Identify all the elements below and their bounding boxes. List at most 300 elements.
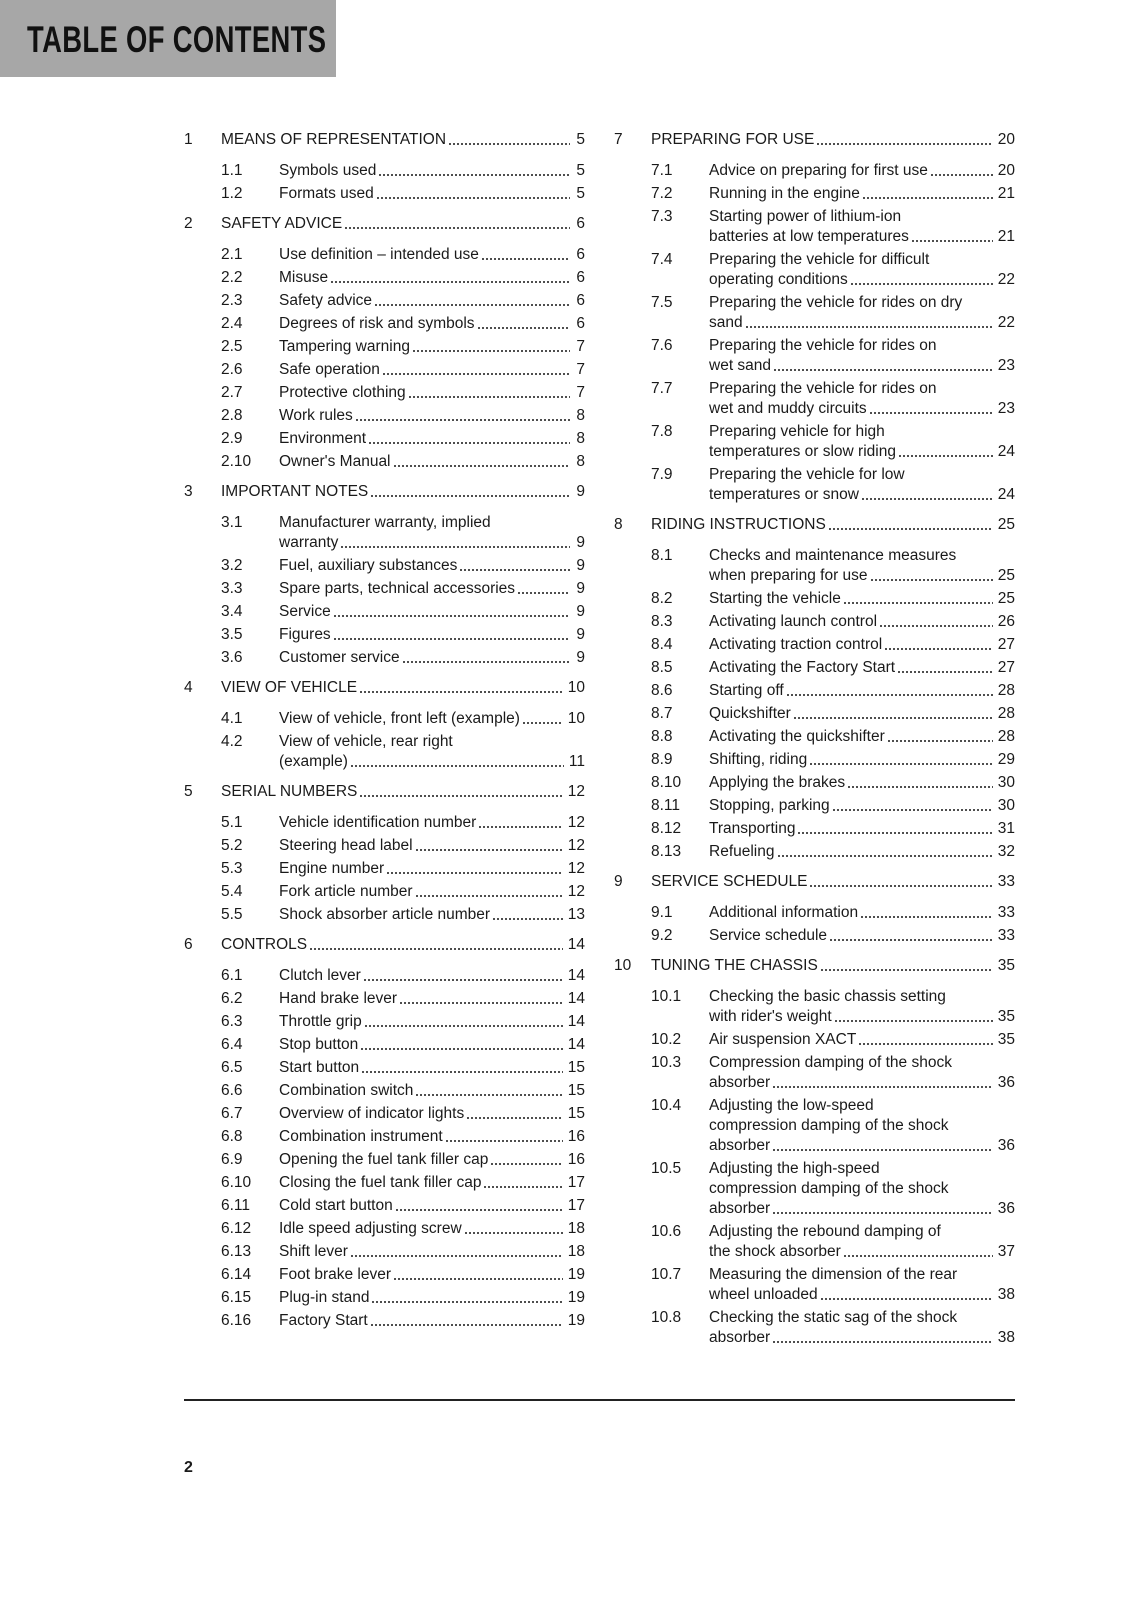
section-number: 8.1 (651, 547, 673, 564)
toc-entry[interactable] (184, 406, 585, 426)
dot-leader (412, 349, 570, 353)
section-number: 8.3 (651, 613, 673, 630)
section-number: 8.6 (651, 682, 673, 699)
entry-last-line (279, 1311, 585, 1331)
entry-last-line (221, 214, 585, 234)
entry-body (279, 579, 585, 599)
entry-title-line: compression damping of the shock (709, 1180, 949, 1197)
entry-title: VIEW OF VEHICLE (221, 679, 358, 696)
page-reference: 9 (576, 649, 585, 666)
entry-body (279, 859, 585, 879)
toc-entry[interactable] (614, 1030, 1015, 1050)
dot-leader (745, 325, 993, 329)
chapter-number: 7 (614, 131, 623, 148)
dot-leader (490, 1162, 562, 1166)
toc-entry[interactable] (184, 989, 585, 1009)
dot-leader (361, 1070, 563, 1074)
toc-entry[interactable] (614, 819, 1015, 839)
page-reference: 5 (576, 185, 585, 202)
page-reference: 26 (997, 613, 1015, 630)
entry-title: SERIAL NUMBERS (221, 783, 358, 800)
toc-entry[interactable] (614, 903, 1015, 923)
section-number: 6.13 (221, 1243, 252, 1260)
dot-leader (847, 785, 993, 789)
toc-entry[interactable] (184, 859, 585, 879)
section-number: 4.2 (221, 733, 243, 750)
page-reference: 14 (567, 990, 585, 1007)
toc-entry[interactable] (184, 1104, 585, 1124)
dot-leader (870, 578, 993, 582)
toc-entry[interactable] (184, 1196, 585, 1216)
toc-entry[interactable] (184, 813, 585, 833)
page-reference: 19 (567, 1289, 585, 1306)
dot-leader (930, 173, 993, 177)
page-reference: 23 (997, 357, 1015, 374)
footer-divider (184, 1399, 1015, 1401)
toc-entry[interactable] (614, 184, 1015, 204)
entry-title-line: Checks and maintenance measures (709, 547, 957, 564)
toc-entry[interactable] (614, 161, 1015, 181)
dot-leader (309, 947, 563, 951)
entry-body (709, 465, 1015, 505)
section-number: 8.5 (651, 659, 673, 676)
toc-chapter[interactable] (184, 935, 585, 955)
page-reference: 12 (567, 860, 585, 877)
toc-chapter[interactable] (614, 130, 1015, 150)
section-number: 3.2 (221, 557, 243, 574)
entry-body (279, 813, 585, 833)
section-number: 7.1 (651, 162, 673, 179)
section-number: 2.9 (221, 430, 243, 447)
chapter-body (651, 956, 1015, 976)
dot-leader (359, 690, 563, 694)
section-number: 10.2 (651, 1031, 682, 1048)
entry-last-line (709, 658, 1015, 678)
page-reference: 7 (576, 384, 585, 401)
entry-title: Activating launch control (709, 613, 878, 630)
entry-last-line (279, 1127, 585, 1147)
toc-entry[interactable] (184, 709, 585, 729)
section-number: 6.9 (221, 1151, 243, 1168)
section-number: 7.9 (651, 466, 673, 483)
page-reference: 15 (567, 1105, 585, 1122)
entry-last-line (709, 1328, 1015, 1348)
section-number: 1.1 (221, 162, 243, 179)
section-number: 6.3 (221, 1013, 243, 1030)
toc-entry[interactable] (614, 612, 1015, 632)
toc-entry[interactable] (184, 184, 585, 204)
section-number: 10.6 (651, 1223, 682, 1240)
page-reference: 36 (997, 1074, 1015, 1091)
entry-last-line (279, 859, 585, 879)
page-reference: 28 (997, 728, 1015, 745)
page-reference: 20 (997, 131, 1015, 148)
page-reference: 14 (567, 1013, 585, 1030)
toc-entry[interactable] (184, 268, 585, 288)
entry-last-line (221, 678, 585, 698)
entry-last-line (279, 1081, 585, 1101)
entry-last-line (279, 533, 585, 553)
toc-entry[interactable] (614, 926, 1015, 946)
entry-title: TUNING THE CHASSIS (651, 957, 818, 974)
entry-title-line: Adjusting the low-speed (709, 1097, 874, 1114)
toc-entry[interactable] (614, 1159, 1015, 1219)
entry-last-line (279, 602, 585, 622)
toc-entry[interactable] (614, 465, 1015, 505)
entry-title: batteries at low temperatures (709, 228, 909, 245)
toc-entry[interactable] (184, 1035, 585, 1055)
entry-title: Use definition – intended use (279, 246, 479, 263)
dot-leader (884, 647, 993, 651)
entry-body (709, 819, 1015, 839)
dot-leader (370, 1323, 563, 1327)
dot-leader (360, 1047, 562, 1051)
entry-title-line: View of vehicle, rear right (279, 733, 453, 750)
toc-entry[interactable] (614, 336, 1015, 376)
entry-body (709, 750, 1015, 770)
section-number: 2.2 (221, 269, 243, 286)
section-number: 8.12 (651, 820, 682, 837)
toc-entry[interactable] (184, 1219, 585, 1239)
toc-entry[interactable] (184, 836, 585, 856)
toc-entry[interactable] (614, 1222, 1015, 1262)
section-number: 6.5 (221, 1059, 243, 1076)
section-number: 7.8 (651, 423, 673, 440)
chapter-body (221, 678, 585, 698)
entry-last-line (279, 882, 585, 902)
page-reference: 6 (576, 292, 585, 309)
page-reference: 30 (997, 797, 1015, 814)
toc-entry[interactable] (614, 842, 1015, 862)
page-reference: 15 (567, 1082, 585, 1099)
entry-body (709, 1053, 1015, 1093)
page-reference: 25 (997, 516, 1015, 533)
section-number: 3.6 (221, 649, 243, 666)
section-number: 2.7 (221, 384, 243, 401)
entry-last-line (221, 782, 585, 802)
dot-leader (834, 1019, 993, 1023)
dot-leader (772, 1340, 993, 1344)
toc-entry[interactable] (184, 1242, 585, 1262)
entry-body (279, 709, 585, 729)
entry-last-line (279, 1173, 585, 1193)
section-number: 6.16 (221, 1312, 252, 1329)
entry-title-line: Preparing the vehicle for low (709, 466, 905, 483)
entry-title: Misuse (279, 269, 329, 286)
entry-body (709, 379, 1015, 419)
toc-entry[interactable] (184, 966, 585, 986)
toc-chapter[interactable] (184, 214, 585, 234)
toc-entry[interactable] (614, 750, 1015, 770)
page-reference: 21 (997, 228, 1015, 245)
chapter-body (651, 515, 1015, 535)
section-number: 9.1 (651, 904, 673, 921)
page-reference: 10 (567, 679, 585, 696)
toc-entry[interactable] (184, 360, 585, 380)
page-reference: 14 (567, 1036, 585, 1053)
entry-title: Figures (279, 626, 331, 643)
page-reference: 6 (576, 269, 585, 286)
page-reference: 25 (997, 567, 1015, 584)
entry-title: Engine number (279, 860, 385, 877)
section-number: 3.5 (221, 626, 243, 643)
entry-title: Stopping, parking (709, 797, 830, 814)
entry-body (709, 926, 1015, 946)
toc-entry[interactable] (184, 314, 585, 334)
section-number: 6.14 (221, 1266, 252, 1283)
toc-entry[interactable] (184, 513, 585, 553)
entry-last-line (279, 268, 585, 288)
entry-title-line: Preparing the vehicle for rides on (709, 337, 937, 354)
toc-entry[interactable] (184, 429, 585, 449)
toc-entry[interactable] (614, 379, 1015, 419)
section-number: 5.5 (221, 906, 243, 923)
entry-last-line (279, 1012, 585, 1032)
entry-body (709, 422, 1015, 462)
toc-entry[interactable] (184, 1012, 585, 1032)
section-number: 8.11 (651, 797, 681, 814)
toc-entry[interactable] (184, 1127, 585, 1147)
page-reference: 5 (576, 131, 585, 148)
page-reference: 13 (567, 906, 585, 923)
entry-title: SERVICE SCHEDULE (651, 873, 808, 890)
chapter-number: 1 (184, 131, 193, 148)
dot-leader (897, 670, 993, 674)
page-reference: 16 (567, 1128, 585, 1145)
entry-title: Combination switch (279, 1082, 414, 1099)
dot-leader (371, 1300, 562, 1304)
page-reference: 28 (997, 682, 1015, 699)
entry-title: temperatures or slow riding (709, 443, 896, 460)
entry-body (279, 1058, 585, 1078)
entry-title: operating conditions (709, 271, 848, 288)
page-reference: 27 (997, 636, 1015, 653)
toc-entry[interactable] (614, 681, 1015, 701)
dot-leader (843, 1254, 993, 1258)
toc-entry[interactable] (614, 1308, 1015, 1348)
page-reference: 25 (997, 590, 1015, 607)
toc-entry[interactable] (614, 546, 1015, 586)
section-number: 5.3 (221, 860, 243, 877)
entry-title: Closing the fuel tank filler cap (279, 1174, 482, 1191)
toc-entry[interactable] (184, 337, 585, 357)
toc-entry[interactable] (184, 1081, 585, 1101)
dot-leader (395, 1208, 563, 1212)
toc-entry[interactable] (614, 207, 1015, 247)
entry-title-line: Checking the static sag of the shock (709, 1309, 958, 1326)
entry-last-line (709, 184, 1015, 204)
page-reference: 33 (997, 927, 1015, 944)
chapter-number: 10 (614, 957, 632, 974)
entry-title: Formats used (279, 185, 374, 202)
toc-entry[interactable] (614, 987, 1015, 1027)
dot-leader (445, 1139, 563, 1143)
toc-entry[interactable] (184, 383, 585, 403)
page-reference: 27 (997, 659, 1015, 676)
toc-entry[interactable] (614, 589, 1015, 609)
toc-entry[interactable] (184, 1058, 585, 1078)
section-number: 6.6 (221, 1082, 243, 1099)
entry-title: Applying the brakes (709, 774, 846, 791)
toc-entry[interactable] (184, 1173, 585, 1193)
section-number: 3.3 (221, 580, 243, 597)
toc-entry[interactable] (184, 452, 585, 472)
toc-entry[interactable] (184, 1311, 585, 1331)
page-reference: 14 (567, 967, 585, 984)
entry-last-line (279, 1219, 585, 1239)
entry-body (709, 903, 1015, 923)
toc-chapter[interactable] (614, 872, 1015, 892)
section-number: 9.2 (651, 927, 673, 944)
toc-entry[interactable] (184, 602, 585, 622)
toc-entry[interactable] (614, 773, 1015, 793)
dot-leader (820, 968, 993, 972)
toc-entry[interactable] (184, 291, 585, 311)
entry-body (279, 1081, 585, 1101)
dot-leader (364, 1024, 563, 1028)
toc-entry[interactable] (184, 1150, 585, 1170)
entry-last-line (709, 773, 1015, 793)
toc-entry[interactable] (184, 579, 585, 599)
chapter-number: 4 (184, 679, 193, 696)
dot-leader (408, 395, 570, 399)
entry-title: absorber (709, 1329, 771, 1346)
toc-chapter[interactable] (184, 678, 585, 698)
toc-entry[interactable] (184, 1265, 585, 1285)
entry-last-line (279, 1196, 585, 1216)
toc-entry[interactable] (614, 658, 1015, 678)
toc-entry[interactable] (614, 704, 1015, 724)
toc-entry[interactable] (614, 422, 1015, 462)
entry-last-line (709, 704, 1015, 724)
page-reference: 20 (997, 162, 1015, 179)
page-reference: 36 (997, 1137, 1015, 1154)
entry-body (279, 648, 585, 668)
page-reference: 8 (576, 407, 585, 424)
toc-entry[interactable] (614, 635, 1015, 655)
section-number: 6.8 (221, 1128, 243, 1145)
section-number: 6.4 (221, 1036, 243, 1053)
entry-last-line (709, 819, 1015, 839)
section-number: 7.3 (651, 208, 673, 225)
entry-title-line: Adjusting the rebound damping of (709, 1223, 941, 1240)
entry-last-line (709, 399, 1015, 419)
entry-body (709, 842, 1015, 862)
entry-title: wheel unloaded (709, 1286, 818, 1303)
entry-last-line (709, 485, 1015, 505)
toc-chapter[interactable] (614, 515, 1015, 535)
entry-title-line: Preparing the vehicle for difficult (709, 251, 930, 268)
toc-entry[interactable] (184, 625, 585, 645)
entry-title: wet sand (709, 357, 772, 374)
dot-leader (393, 464, 570, 468)
toc-entry[interactable] (614, 796, 1015, 816)
page-reference: 37 (997, 1243, 1015, 1260)
entry-last-line (709, 442, 1015, 462)
toc-entry[interactable] (614, 1265, 1015, 1305)
dot-leader (793, 716, 993, 720)
toc-entry[interactable] (184, 161, 585, 181)
entry-body (709, 250, 1015, 290)
entry-title: (example) (279, 753, 348, 770)
toc-entry[interactable] (184, 245, 585, 265)
entry-last-line (709, 227, 1015, 247)
entry-body (709, 704, 1015, 724)
entry-body (709, 589, 1015, 609)
entry-last-line (709, 1073, 1015, 1093)
dot-leader (359, 794, 562, 798)
toc-chapter[interactable] (184, 482, 585, 502)
entry-last-line (279, 1265, 585, 1285)
page-reference: 7 (576, 338, 585, 355)
section-number: 10.4 (651, 1097, 682, 1114)
entry-body (709, 773, 1015, 793)
entry-title: Protective clothing (279, 384, 406, 401)
entry-body (279, 732, 585, 772)
dot-leader (330, 280, 570, 284)
entry-title: SAFETY ADVICE (221, 215, 343, 232)
entry-title-line: Checking the basic chassis setting (709, 988, 946, 1005)
section-number: 5.4 (221, 883, 243, 900)
toc-chapter[interactable] (184, 130, 585, 150)
entry-title: Fuel, auxiliary substances (279, 557, 458, 574)
toc-entry[interactable] (614, 1096, 1015, 1156)
entry-title: MEANS OF REPRESENTATION (221, 131, 447, 148)
section-number: 6.1 (221, 967, 243, 984)
dot-leader (862, 196, 993, 200)
toc-chapter[interactable] (614, 956, 1015, 976)
page-reference: 5 (576, 162, 585, 179)
section-number: 5.1 (221, 814, 243, 831)
section-number: 8.7 (651, 705, 673, 722)
page-reference: 33 (997, 873, 1015, 890)
page-reference: 22 (997, 314, 1015, 331)
dot-leader (861, 497, 993, 501)
entry-title: RIDING INSTRUCTIONS (651, 516, 826, 533)
entry-last-line (279, 1058, 585, 1078)
toc-entry[interactable] (614, 727, 1015, 747)
entry-title: the shock absorber (709, 1243, 841, 1260)
toc-entry[interactable] (184, 732, 585, 772)
page-reference: 38 (997, 1286, 1015, 1303)
entry-title-line: Adjusting the high-speed (709, 1160, 880, 1177)
section-number: 6.15 (221, 1289, 252, 1306)
toc-chapter[interactable] (184, 782, 585, 802)
toc-entry[interactable] (614, 250, 1015, 290)
entry-title: Owner's Manual (279, 453, 391, 470)
toc-entry[interactable] (614, 1053, 1015, 1093)
toc-entry[interactable] (184, 556, 585, 576)
entry-title: Steering head label (279, 837, 413, 854)
entry-title: wet and muddy circuits (709, 400, 867, 417)
entry-last-line (279, 245, 585, 265)
toc-entry[interactable] (184, 882, 585, 902)
section-number: 6.12 (221, 1220, 252, 1237)
toc-entry[interactable] (614, 293, 1015, 333)
toc-entry[interactable] (184, 905, 585, 925)
dot-leader (850, 282, 993, 286)
entry-title: warranty (279, 534, 339, 551)
entry-title-line: compression damping of the shock (709, 1117, 949, 1134)
entry-body (279, 268, 585, 288)
dot-leader (887, 739, 993, 743)
toc-entry[interactable] (184, 648, 585, 668)
section-number: 2.10 (221, 453, 252, 470)
entry-last-line (279, 836, 585, 856)
entry-title: Clutch lever (279, 967, 361, 984)
entry-title: Shift lever (279, 1243, 348, 1260)
toc-entry[interactable] (184, 1288, 585, 1308)
